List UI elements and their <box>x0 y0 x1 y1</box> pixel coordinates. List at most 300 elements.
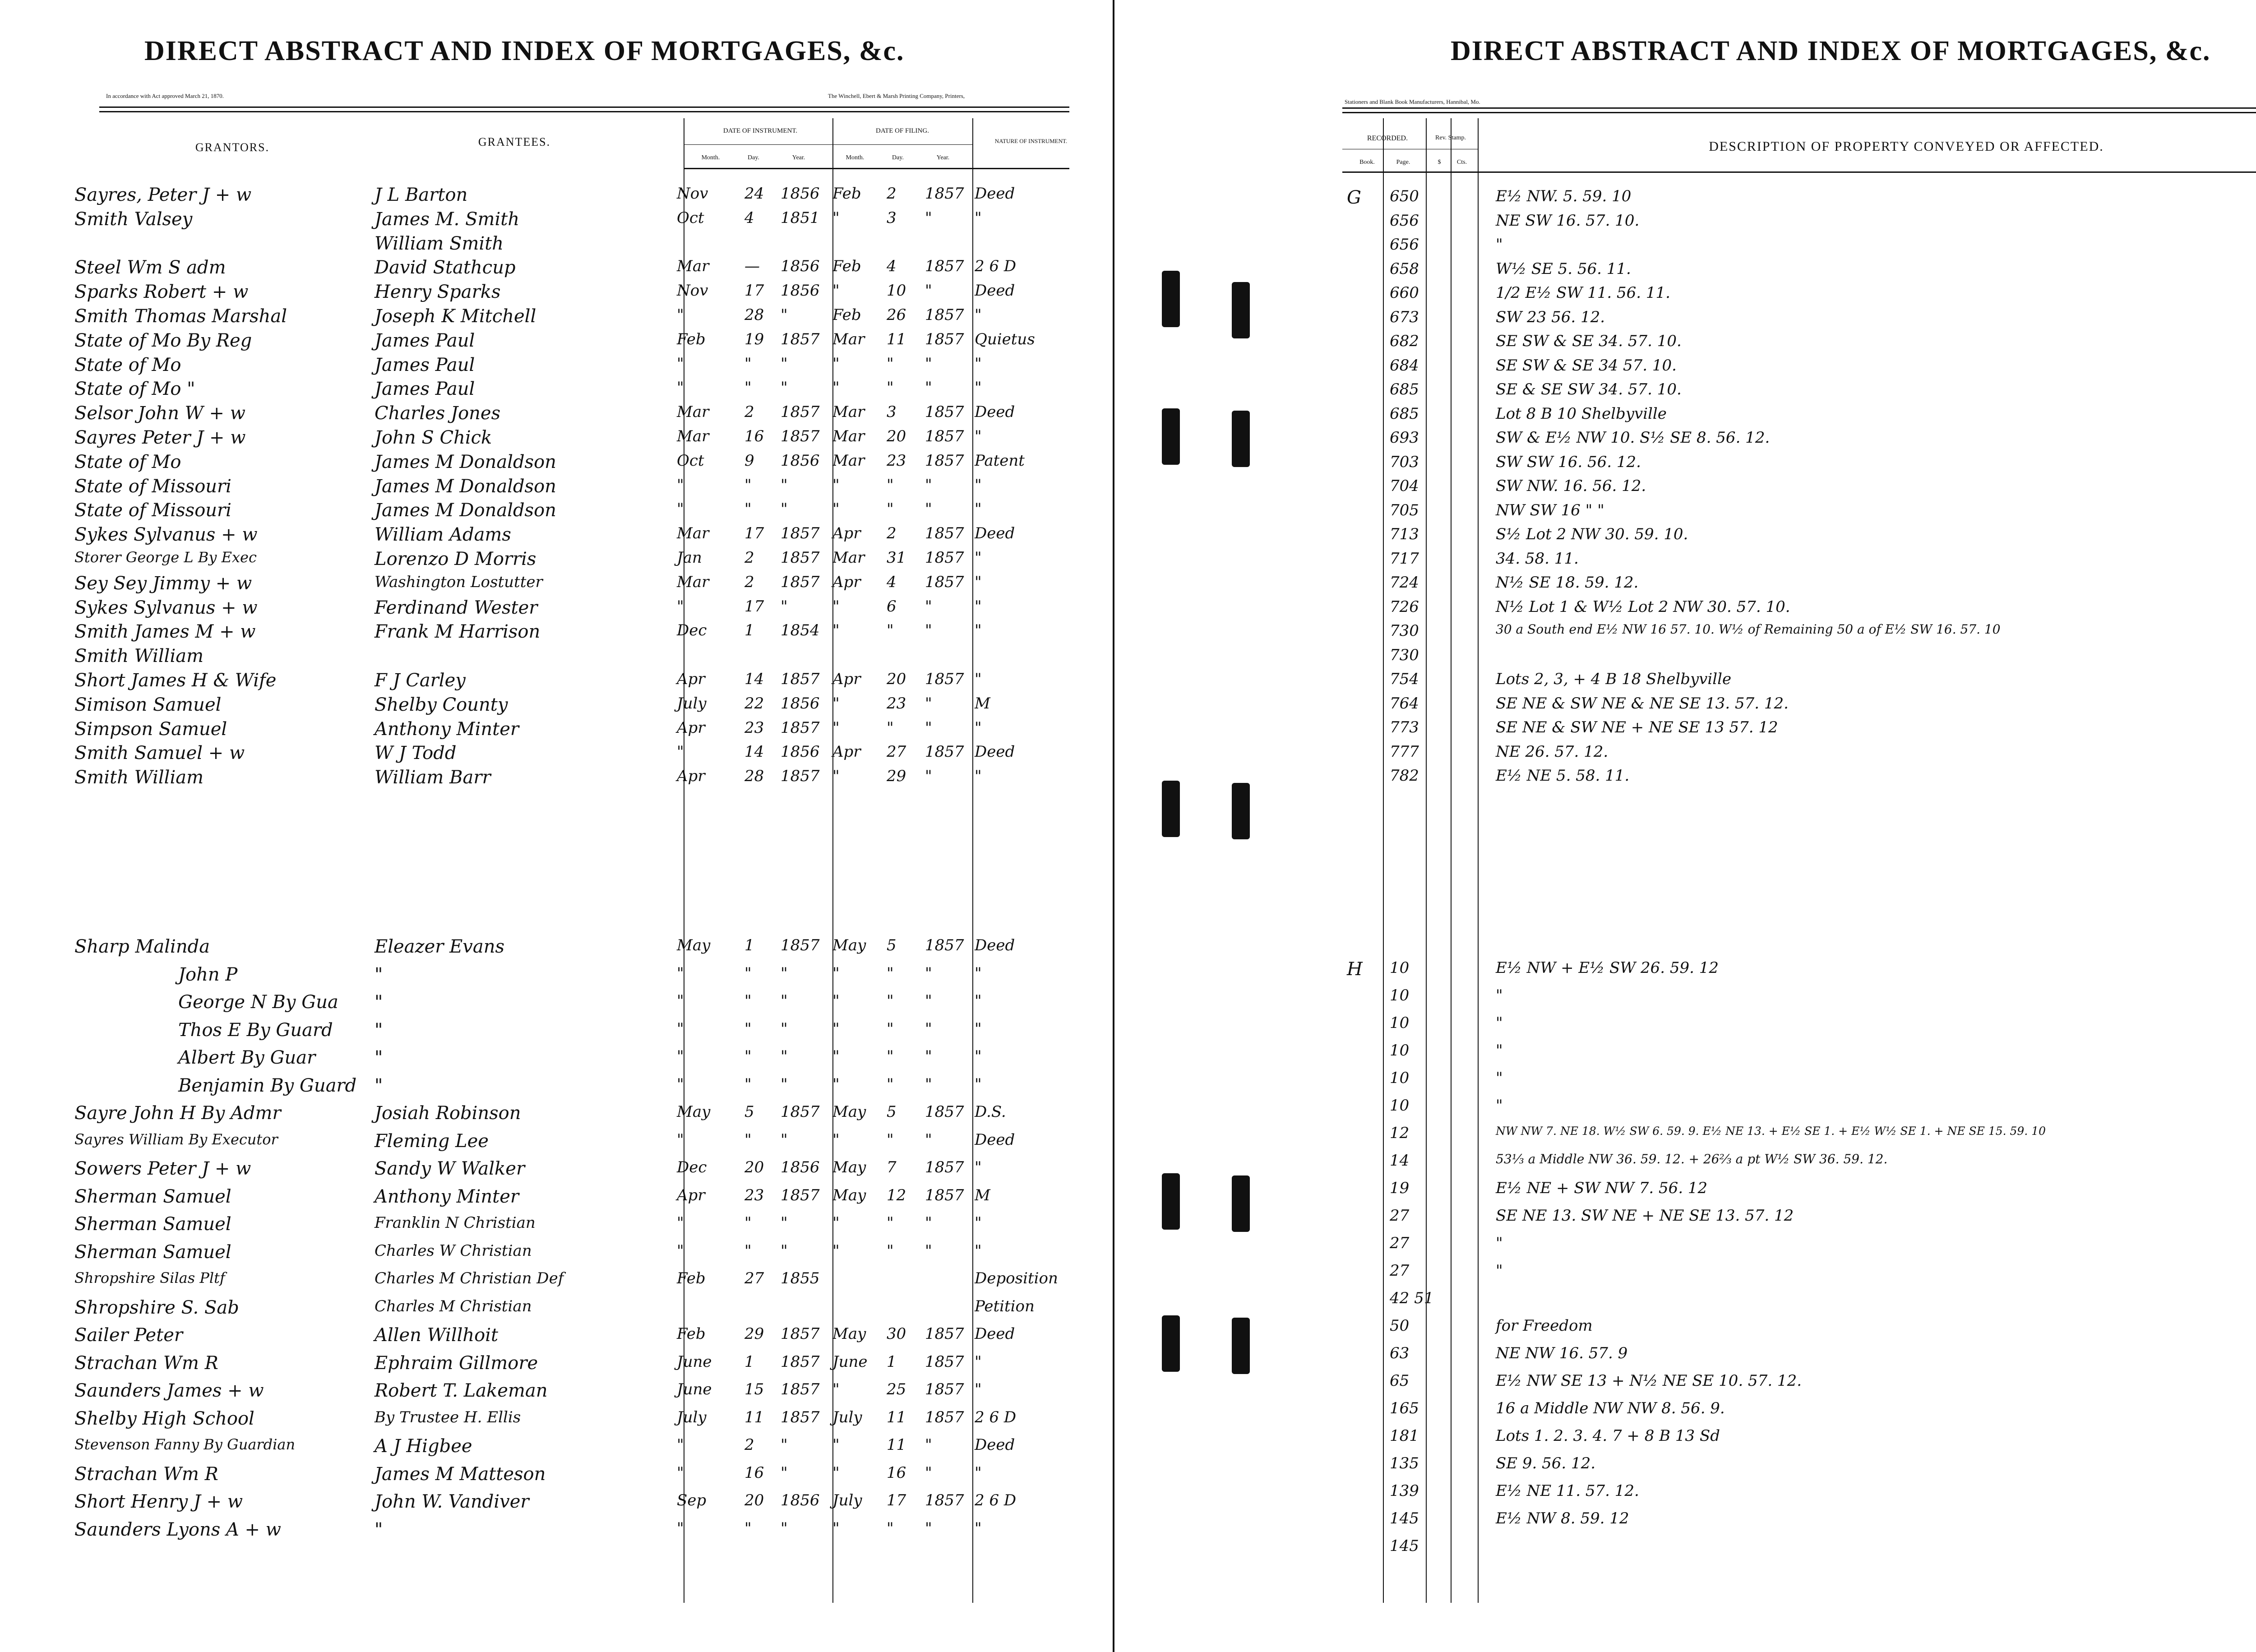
left-row-y: 1856 <box>781 282 820 300</box>
left-row-fm: Apr <box>832 670 861 688</box>
left-row-m: Mar <box>677 524 709 543</box>
left-row-grantor: Smith Valsey <box>74 208 193 230</box>
right-row-page: 135 <box>1390 1454 1419 1472</box>
left-row-fm: " <box>832 597 840 615</box>
left-row-m: " <box>677 379 684 397</box>
left-row-nat: " <box>975 1047 982 1065</box>
left-row-m: " <box>677 1019 684 1038</box>
right-row-desc: SW NW. 16. 56. 12. <box>1496 477 1646 495</box>
left-row-nat: " <box>975 1158 982 1176</box>
right-row-page: 10 <box>1390 986 1410 1004</box>
right-row-desc: 34. 58. 11. <box>1496 549 1579 568</box>
left-row-fd: 11 <box>887 330 906 348</box>
left-row-d: 28 <box>744 767 764 786</box>
left-row-m: Nov <box>677 282 708 300</box>
left-row-grantee: Ephraim Gillmore <box>374 1352 538 1374</box>
left-row-grantee: " <box>374 1519 383 1540</box>
nature-column-rule <box>972 118 973 1603</box>
left-row-d: 24 <box>744 185 764 203</box>
left-row-fy: " <box>925 476 932 494</box>
left-row-fy: " <box>925 718 932 737</box>
left-row-grantor: Shelby High School <box>74 1408 254 1429</box>
right-row-desc: NW NW 7. NE 18. W½ SW 6. 59. 9. E½ NE 13. + E½ SE 1. + E½ W½ SE 1. + NE SE 15. 59. 10 <box>1496 1124 2046 1138</box>
right-row-desc: Lot 8 B 10 Shelbyville <box>1496 404 1667 423</box>
left-row-fy: 1857 <box>925 1352 964 1371</box>
left-row-fd: " <box>887 1130 894 1149</box>
left-row-fy: " <box>925 1241 932 1260</box>
left-row-grantee: James Paul <box>374 330 475 351</box>
right-row-page: 10 <box>1390 959 1410 977</box>
rev-stamp-header: Rev. Stamp. <box>1435 134 1466 141</box>
left-row-nat: " <box>975 1463 982 1482</box>
day-header: Day. <box>748 154 759 161</box>
left-row-m: Dec <box>677 1158 707 1176</box>
right-row-desc: 53⅓ a Middle NW 36. 59. 12. + 26⅔ a pt W½ SW 36. 59. 12. <box>1496 1152 1888 1166</box>
left-row-fy: 1857 <box>925 1380 964 1398</box>
left-row-nat: Deed <box>975 1436 1015 1454</box>
left-row-m: Oct <box>677 208 704 227</box>
left-row-fy: 1857 <box>925 427 964 445</box>
left-row-fm: Feb <box>832 306 861 324</box>
left-row-fm: " <box>832 1075 840 1093</box>
left-row-y: " <box>781 1519 788 1537</box>
left-row-d: 28 <box>744 306 764 324</box>
left-row-grantee: Frank M Harrison <box>374 621 541 643</box>
date-of-filing-header: DATE OF FILING. <box>876 127 929 134</box>
month-header: Month. <box>701 154 720 161</box>
left-row-nat: " <box>975 500 982 518</box>
left-row-nat: " <box>975 670 982 688</box>
left-row-grantor: Sparks Robert + w <box>74 282 249 303</box>
left-row-grantee: James Paul <box>374 379 475 400</box>
left-row-fm: Mar <box>832 427 865 445</box>
left-row-d: 22 <box>744 694 764 713</box>
left-row-grantor: Saunders James + w <box>74 1380 264 1401</box>
left-row-nat: Patent <box>975 451 1025 470</box>
left-row-fm: " <box>832 964 840 982</box>
left-row-nat: " <box>975 1241 982 1260</box>
left-row-nat: " <box>975 597 982 615</box>
right-row-desc: " <box>1496 236 1503 254</box>
binding-hole <box>1232 1318 1250 1374</box>
left-row-fy: " <box>925 621 932 640</box>
left-row-fy: " <box>925 1019 932 1038</box>
left-row-nat: Deed <box>975 1325 1015 1343</box>
left-row-y: 1857 <box>781 1186 820 1204</box>
right-row-page: 181 <box>1390 1427 1419 1445</box>
left-row-fd: 20 <box>887 670 906 688</box>
left-row-fm: " <box>832 992 840 1010</box>
left-row-fy: 1857 <box>925 257 964 276</box>
left-row-y: " <box>781 1241 788 1260</box>
left-row-d: 1 <box>744 936 754 954</box>
left-row-grantor: State of Missouri <box>74 476 231 497</box>
right-row-page: 693 <box>1390 429 1419 447</box>
left-row-y: " <box>781 379 788 397</box>
left-row-y: 1857 <box>781 1380 820 1398</box>
right-row-page: 685 <box>1390 404 1419 423</box>
left-row-m: Apr <box>677 670 705 688</box>
left-row-nat: " <box>975 992 982 1010</box>
left-row-fm: " <box>832 476 840 494</box>
left-row-y: 1856 <box>781 1158 820 1176</box>
header-rule-top <box>1342 107 2256 109</box>
binding-gutter <box>1114 0 1342 1652</box>
right-row-page: 703 <box>1390 453 1419 471</box>
left-row-d: 2 <box>744 549 754 567</box>
left-row-grantee: " <box>374 964 383 985</box>
left-row-fd: 27 <box>887 743 906 761</box>
left-row-grantee: Lorenzo D Morris <box>374 549 536 569</box>
left-row-fd: 12 <box>887 1186 906 1204</box>
left-row-d: 17 <box>744 597 764 615</box>
right-row-desc: SW 23 56. 12. <box>1496 308 1605 326</box>
left-row-grantor: Shropshire Silas Pltf <box>74 1269 225 1286</box>
left-row-fd: " <box>887 1075 894 1093</box>
left-row-nat: Deed <box>975 282 1015 300</box>
right-row-page: 673 <box>1390 308 1419 326</box>
left-row-grantee: Robert T. Lakeman <box>374 1380 548 1401</box>
filing-month-header: Month. <box>846 154 864 161</box>
left-row-nat: 2 6 D <box>975 1491 1017 1509</box>
year-header: Year. <box>792 154 805 161</box>
description-column-rule <box>1478 118 1479 1603</box>
right-row-page: 27 <box>1390 1262 1410 1280</box>
header-rule-top <box>99 106 1069 108</box>
left-row-nat: " <box>975 208 982 227</box>
left-row-fy: " <box>925 597 932 615</box>
left-row-m: Feb <box>677 1269 706 1287</box>
left-row-m: Oct <box>677 451 704 470</box>
left-row-grantor: Sherman Samuel <box>74 1186 231 1207</box>
right-row-page: 726 <box>1390 597 1419 616</box>
description-header: DESCRIPTION OF PROPERTY CONVEYED OR AFFECTED. <box>1709 139 2104 154</box>
left-row-grantee: Ferdinand Wester <box>374 597 538 618</box>
right-row-desc: Lots 1. 2. 3. 4. 7 + 8 B 13 Sd <box>1496 1427 1720 1445</box>
left-row-y: 1856 <box>781 451 820 470</box>
left-row-fm: Feb <box>832 185 861 203</box>
recorded-header: RECORDED. <box>1367 134 1408 142</box>
left-row-m: " <box>677 1214 684 1232</box>
binding-hole <box>1232 282 1250 338</box>
right-row-page: 10 <box>1390 1069 1410 1087</box>
left-row-fy: 1857 <box>925 573 964 591</box>
right-row-page: 754 <box>1390 670 1419 688</box>
left-row-grantee: James M Donaldson <box>374 451 556 472</box>
right-row-page: 730 <box>1390 646 1419 664</box>
binding-hole <box>1162 1173 1180 1230</box>
left-row-d: 16 <box>744 427 764 445</box>
right-row-book: H <box>1347 959 1363 980</box>
left-row-fd: 26 <box>887 306 906 324</box>
left-row-m: " <box>677 306 684 324</box>
left-row-fd: 20 <box>887 427 906 445</box>
right-row-desc: SE NE & SW NE & NE SE 13. 57. 12. <box>1496 694 1789 713</box>
left-row-nat: Deed <box>975 1130 1015 1149</box>
left-row-d: " <box>744 1214 752 1232</box>
left-row-y: 1856 <box>781 257 820 276</box>
left-row-m: " <box>677 964 684 982</box>
date-header-rule <box>684 168 1069 169</box>
left-row-d: " <box>744 964 752 982</box>
date-of-instrument-header: DATE OF INSTRUMENT. <box>723 127 798 134</box>
left-row-grantee: Charles Jones <box>374 403 501 424</box>
right-row-desc: SE NE & SW NE + NE SE 13 57. 12 <box>1496 718 1778 736</box>
right-row-desc: 16 a Middle NW NW 8. 56. 9. <box>1496 1399 1725 1417</box>
left-row-fy: 1857 <box>925 936 964 954</box>
left-row-grantee: J L Barton <box>374 185 468 205</box>
right-row-desc: for Freedom <box>1496 1317 1593 1335</box>
left-row-y: 1857 <box>781 767 820 786</box>
left-row-d: 17 <box>744 524 764 543</box>
cents-header: Cts. <box>1456 159 1467 166</box>
left-row-m: Feb <box>677 330 706 348</box>
left-row-grantor: Thos E By Guard <box>178 1019 333 1041</box>
right-row-page: 713 <box>1390 525 1419 543</box>
left-row-fm: May <box>832 1186 866 1204</box>
left-row-y: 1857 <box>781 718 820 737</box>
left-row-grantor: State of Mo <box>74 451 181 472</box>
left-row-grantee: By Trustee H. Ellis <box>374 1408 521 1426</box>
left-row-grantor: Storer George L By Exec <box>74 549 257 566</box>
binding-hole <box>1162 271 1180 327</box>
left-row-grantor: Smith Thomas Marshal <box>74 306 287 327</box>
left-row-m: Mar <box>677 403 709 421</box>
left-row-d: " <box>744 476 752 494</box>
left-row-grantor: Simpson Samuel <box>74 718 227 740</box>
binding-hole <box>1232 783 1250 839</box>
left-row-fd: " <box>887 1019 894 1038</box>
left-row-nat: D.S. <box>975 1103 1006 1121</box>
left-row-d: 1 <box>744 1352 754 1371</box>
nature-header: NATURE OF INSTRUMENT. <box>994 138 1068 144</box>
right-row-desc: " <box>1496 1262 1503 1280</box>
left-row-y: 1857 <box>781 524 820 543</box>
left-row-fy: " <box>925 1463 932 1482</box>
left-row-grantee: James M Matteson <box>374 1463 546 1485</box>
left-row-fy: " <box>925 694 932 713</box>
left-row-y: " <box>781 964 788 982</box>
right-row-desc: SE SW & SE 34 57. 10. <box>1496 356 1677 375</box>
left-row-grantor: Sherman Samuel <box>74 1241 231 1263</box>
left-row-y: 1856 <box>781 185 820 203</box>
left-row-fd: 23 <box>887 451 906 470</box>
left-row-fd: " <box>887 1241 894 1260</box>
left-row-y: 1857 <box>781 670 820 688</box>
left-row-d: 14 <box>744 743 764 761</box>
left-row-nat: Petition <box>975 1297 1035 1315</box>
right-row-desc: NE NW 16. 57. 9 <box>1496 1344 1628 1362</box>
left-row-fd: " <box>887 1519 894 1537</box>
left-row-grantee: Anthony Minter <box>374 718 519 740</box>
left-row-m: June <box>677 1380 712 1398</box>
right-row-desc: SW & E½ NW 10. S½ SE 8. 56. 12. <box>1496 429 1770 447</box>
left-row-y: 1857 <box>781 1408 820 1426</box>
left-row-grantee: James Paul <box>374 354 475 375</box>
left-row-fy: " <box>925 282 932 300</box>
left-row-fd: 3 <box>887 403 897 421</box>
left-row-grantee: Eleazer Evans <box>374 936 505 957</box>
right-row-page: 685 <box>1390 380 1419 398</box>
left-row-y: 1857 <box>781 1352 820 1371</box>
left-row-fd: 6 <box>887 597 897 615</box>
right-row-desc: E½ NE 5. 58. 11. <box>1496 767 1630 785</box>
right-row-page: 717 <box>1390 549 1419 568</box>
left-row-y: 1857 <box>781 427 820 445</box>
left-row-nat: Deed <box>975 403 1015 421</box>
left-row-grantee: Joseph K Mitchell <box>374 306 536 327</box>
right-row-page: 145 <box>1390 1509 1419 1527</box>
left-row-fm: " <box>832 767 840 786</box>
book-column-rule <box>1383 118 1384 1603</box>
left-row-fm: " <box>832 1463 840 1482</box>
right-ledger-page <box>1342 0 2256 1652</box>
left-row-nat: " <box>975 476 982 494</box>
left-row-fm: Apr <box>832 573 861 591</box>
left-row-y: " <box>781 1463 788 1482</box>
left-row-fy: " <box>925 1519 932 1537</box>
right-row-desc: " <box>1496 1069 1503 1087</box>
left-row-fm: Mar <box>832 403 865 421</box>
right-row-page: 682 <box>1390 332 1419 350</box>
left-row-grantee: Sandy W Walker <box>374 1158 525 1179</box>
binding-hole <box>1162 408 1180 465</box>
left-row-m: Apr <box>677 1186 705 1204</box>
left-row-d: 15 <box>744 1380 764 1398</box>
left-row-y: 1857 <box>781 1103 820 1121</box>
left-row-fy: " <box>925 1075 932 1093</box>
left-row-grantee: James M Donaldson <box>374 476 556 497</box>
left-row-fd: 1 <box>887 1352 897 1371</box>
right-row-page: 764 <box>1390 694 1419 713</box>
right-row-page: 50 <box>1390 1317 1410 1335</box>
left-row-y: 1856 <box>781 694 820 713</box>
printer-note: The Winchell, Ebert & Marsh Printing Company, Printers, <box>828 93 965 99</box>
right-row-page: 27 <box>1390 1207 1410 1225</box>
left-row-nat: 2 6 D <box>975 1408 1017 1426</box>
left-row-fd: " <box>887 354 894 373</box>
left-row-d: 2 <box>744 573 754 591</box>
left-row-fd: 30 <box>887 1325 906 1343</box>
left-row-grantee: " <box>374 1047 383 1068</box>
act-note: In accordance with Act approved March 21, 1870. <box>106 93 224 99</box>
left-row-grantee: " <box>374 1075 383 1096</box>
right-row-desc: 30 a South end E½ NW 16 57. 10. W½ of Remaining 50 a of E½ SW 16. 57. 10 <box>1496 622 2001 637</box>
left-row-d: 2 <box>744 403 754 421</box>
left-row-fm: May <box>832 1103 866 1121</box>
left-row-grantor: Sharp Malinda <box>74 936 210 957</box>
left-row-grantee: Charles M Christian <box>374 1297 532 1315</box>
right-row-page: 777 <box>1390 742 1419 761</box>
left-row-fy: " <box>925 1436 932 1454</box>
left-row-y: 1857 <box>781 573 820 591</box>
right-row-desc: W½ SE 5. 56. 11. <box>1496 259 1631 278</box>
left-row-m: Apr <box>677 718 705 737</box>
left-row-grantee: Charles W Christian <box>374 1241 532 1260</box>
left-ledger-page <box>0 0 1114 1652</box>
left-row-grantee: Charles M Christian Def <box>374 1269 564 1287</box>
left-row-fm: " <box>832 208 840 227</box>
grantors-header: GRANTORS. <box>195 141 270 154</box>
left-row-y: 1857 <box>781 403 820 421</box>
left-row-fy: " <box>925 767 932 786</box>
left-row-d: " <box>744 1241 752 1260</box>
left-row-m: " <box>677 597 684 615</box>
left-row-nat: " <box>975 718 982 737</box>
left-row-y: " <box>781 1019 788 1038</box>
left-row-grantor: Sayres, Peter J + w <box>74 185 252 205</box>
left-row-fd: 10 <box>887 282 906 300</box>
right-row-page: 42 51 <box>1390 1289 1434 1307</box>
left-row-fy: 1857 <box>925 670 964 688</box>
left-row-y: 1855 <box>781 1269 820 1287</box>
left-row-grantee: James M. Smith <box>374 208 520 230</box>
right-row-page: 10 <box>1390 1014 1410 1032</box>
left-row-grantor: Selsor John W + w <box>74 403 245 424</box>
left-row-fy: " <box>925 354 932 373</box>
left-row-fm: " <box>832 282 840 300</box>
left-row-nat: " <box>975 379 982 397</box>
left-row-d: 29 <box>744 1325 764 1343</box>
left-row-fd: 4 <box>887 573 897 591</box>
left-row-nat: " <box>975 1519 982 1537</box>
left-row-grantor: State of Mo By Reg <box>74 330 252 351</box>
left-row-fd: " <box>887 1047 894 1065</box>
left-row-grantor: Smith James M + w <box>74 621 256 643</box>
left-row-d: 20 <box>744 1491 764 1509</box>
left-row-y: " <box>781 1130 788 1149</box>
right-row-page: 782 <box>1390 767 1419 785</box>
right-row-desc: E½ NW + E½ SW 26. 59. 12 <box>1496 959 1719 977</box>
left-row-y: " <box>781 1047 788 1065</box>
left-row-m: " <box>677 1130 684 1149</box>
left-row-grantor: State of Mo " <box>74 379 195 400</box>
left-row-y: " <box>781 306 788 324</box>
left-row-d: 27 <box>744 1269 764 1287</box>
left-row-fy: " <box>925 964 932 982</box>
right-row-desc: Lots 2, 3, + 4 B 18 Shelbyville <box>1496 670 1732 688</box>
right-row-page: 145 <box>1390 1537 1419 1555</box>
binding-hole <box>1162 781 1180 837</box>
left-row-nat: " <box>975 1214 982 1232</box>
right-row-page: 10 <box>1390 1041 1410 1060</box>
left-row-fy: 1857 <box>925 1158 964 1176</box>
left-row-fm: Apr <box>832 524 861 543</box>
left-row-y: " <box>781 1436 788 1454</box>
right-row-page: 139 <box>1390 1482 1419 1500</box>
left-row-d: " <box>744 1519 752 1537</box>
left-row-fy: " <box>925 1047 932 1065</box>
left-row-grantor: Short Henry J + w <box>74 1491 243 1512</box>
left-row-nat: Deposition <box>975 1269 1058 1287</box>
left-row-fd: " <box>887 964 894 982</box>
left-row-grantor: John P <box>178 964 238 985</box>
left-row-nat: 2 6 D <box>975 257 1017 276</box>
left-row-fd: " <box>887 476 894 494</box>
right-row-desc: E½ NE + SW NW 7. 56. 12 <box>1496 1179 1708 1197</box>
right-page-title: DIRECT ABSTRACT AND INDEX OF MORTGAGES, &c. <box>1451 36 2211 66</box>
left-row-d: 23 <box>744 1186 764 1204</box>
left-row-m: May <box>677 1103 711 1121</box>
right-row-book: G <box>1347 187 1361 208</box>
left-row-grantee: William Barr <box>374 767 491 788</box>
left-row-fd: " <box>887 718 894 737</box>
right-row-page: 63 <box>1390 1344 1410 1362</box>
left-row-fy: " <box>925 500 932 518</box>
left-row-grantee: Allen Willhoit <box>374 1325 499 1346</box>
left-row-fy: 1857 <box>925 1408 964 1426</box>
left-row-fd: 3 <box>887 208 897 227</box>
